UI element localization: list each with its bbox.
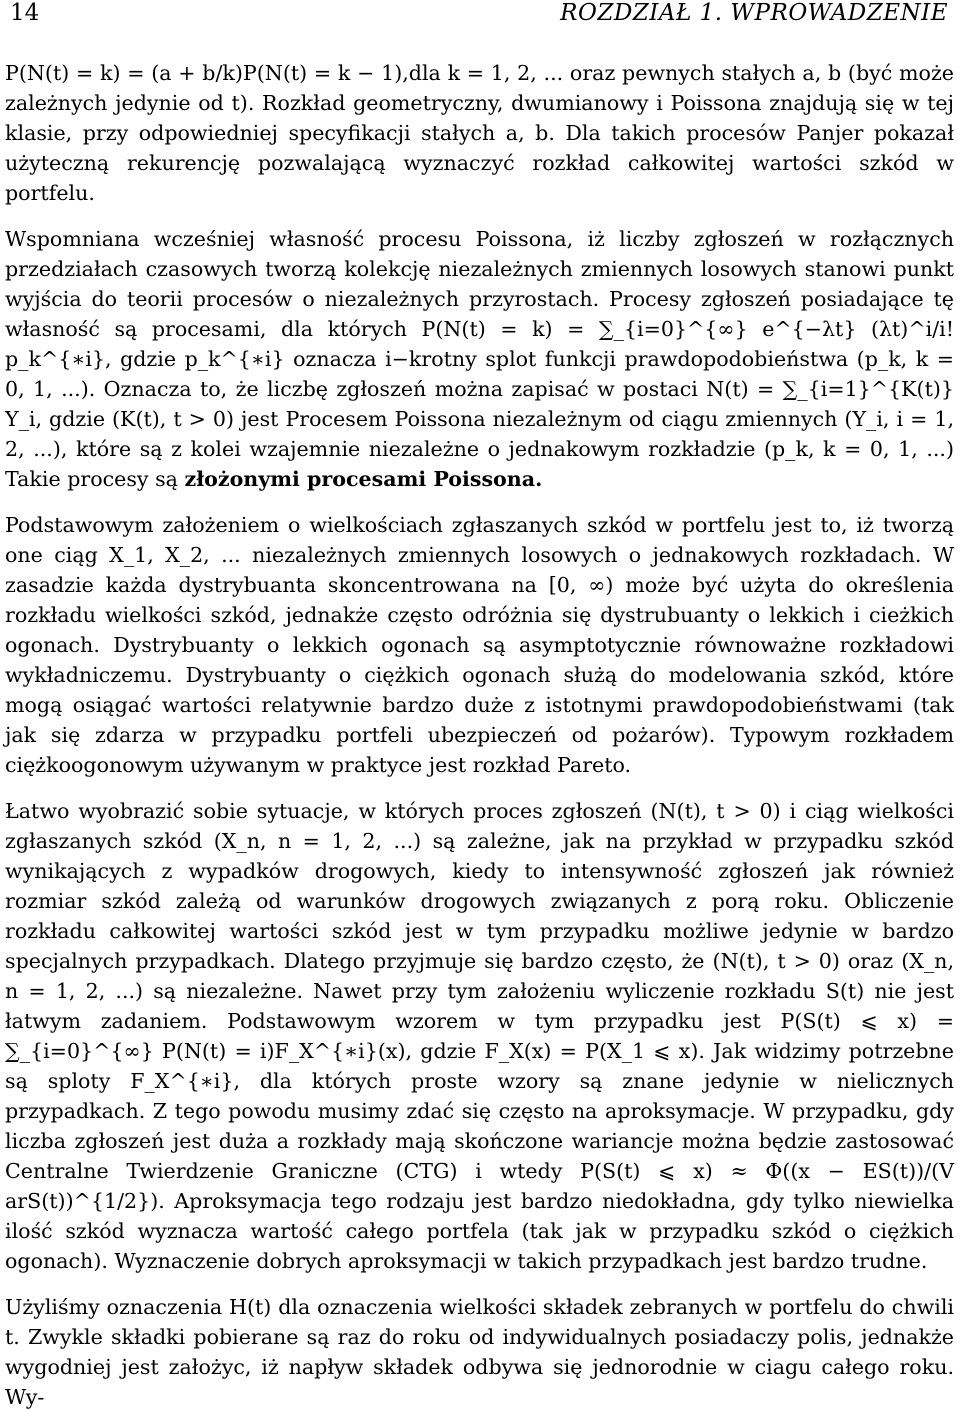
page-header xyxy=(5,0,954,30)
page-number: 14 xyxy=(10,0,40,26)
paragraph-5 xyxy=(5,1292,954,1412)
paragraph-text: Podstawowym założeniem o wielkościach zgłaszanych szkód w portfelu jest to, iż tworzą one ciąg X_1, X_2, ... niezależnych zmiennych losowych o jednakowych rozkładach. W zasadzie każda dystrybuanta skoncentrowana na [0, ∞) może być użyta do określenia rozkładu wielkości szkód, jednakże często odróżnia się dystrubuanty o lekkich i cieżkich ogonach. Dystrybuanty o lekkich ogonach są asymptotycznie równoważne rozkładowi wykładniczemu. Dystrybuanty o ciężkich ogonach służą do modelowania szkód, które mogą osiągać wartości relatywnie bardzo duże z istotnymi prawdopodobieństwami (tak jak się zdarza w przypadku portfeli ubezpieczeń od pożarów). Typowym rozkładem ciężkoogonowym używanym w praktyce jest rozkład Pareto. xyxy=(5,513,954,777)
body-text xyxy=(5,58,954,1412)
paragraph-2 xyxy=(5,224,954,494)
paragraph-text: Łatwo wyobrazić sobie sytuacje, w których proces zgłoszeń (N(t), t > 0) i ciąg wielkości zgłaszanych szkód (X_n, n = 1, 2, ...) są zależne, jak na przykład w przypadku szkód wynikających z wypadków drogowych, kiedy to intensywność zgłoszeń jak również rozmiar szkód zależą od warunków drogowych związanych z porą roku. Obliczenie rozkładu całkowitej wartości szkód jest w tym przypadku możliwe jedynie w bardzo specjalnych przypadkach. Dlatego przyjmuje się bardzo często, że (N(t), t > 0) oraz (X_n, n = 1, 2, ...) są niezależne. Nawet przy tym założeniu wyliczenie rozkładu S(t) nie jest łatwym zadaniem. Podstawowym wzorem w tym przypadku jest P(S(t) ⩽ x) = ∑_{i=0}^{∞} P(N(t) = i)F_X^{∗i}(x), gdzie F_X(x) = P(X_1 ⩽ x). Jak widzimy potrzebne są sploty F_X^{∗i}, dla których proste wzory są znane jedynie w nielicznych przypadkach. Z tego powodu musimy zdać się często na aproksymacje. W przypadku, gdy liczba zgłoszeń jest duża a rozkłady mają skończone wariancje można będzie zastosować Centralne Twierdzenie Graniczne (CTG) i wtedy P(S(t) ⩽ x) ≈ Φ((x − ES(t))/(V arS(t))^{1/2}). Aproksymacja tego rodzaju jest bardzo niedokładna, gdy tylko niewielka ilość szkód wyznacza wartość całego portfela (tak jak w przypadku szkód o ciężkich ogonach). Wyznaczenie dobrych aproksymacji w takich przypadkach jest bardzo trudne. xyxy=(5,799,954,1273)
paragraph-text: Użyliśmy oznaczenia H(t) dla oznaczenia wielkości składek zebranych w portfelu do chwili t. Zwykle składki pobierane są raz do roku od indywidualnych posiadaczy polis, jednakże wygodniej jest założyc, iż napływ składek odbywa się jednorodnie w ciagu całego roku. Wy- xyxy=(5,1295,954,1409)
paragraph-text: Wspomniana wcześniej własność procesu Poissona, iż liczby zgłoszeń w rozłącznych przedziałach czasowych tworzą kolekcję niezależnych zmiennych losowych stanowi punkt wyjścia do teorii procesów o niezależnych przyrostach. Procesy zgłoszeń posiadające tę własność są procesami, dla których P(N(t) = k) = ∑_{i=0}^{∞} e^{−λt} (λt)^i/i! p_k^{∗i}, gdzie p_k^{∗i} oznacza i−krotny splot funkcji prawdopodobieństwa (p_k, k = 0, 1, ...). Oznacza to, że liczbę zgłoszeń można zapisać w postaci N(t) = ∑_{i=1}^{K(t)} Y_i, gdzie (K(t), t > 0) jest Procesem Poissona niezależnym od ciągu zmiennych (Y_i, i = 1, 2, ...), które są z kolei wzajemnie niezależne o jednakowym rozkładzie (p_k, k = 0, 1, ...) Takie procesy są xyxy=(5,227,954,491)
paragraph-text: P(N(t) = k) = (a + b/k)P(N(t) = k − 1),dla k = 1, 2, ... oraz pewnych stałych a, b (być może zależnych jedynie od t). Rozkład geometryczny, dwumianowy i Poissona znajdują się w tej klasie, przy odpowiedniej specyfikacji stałych a, b. Dla takich procesów Panjer pokazał użyteczną rekurencję pozwalającą wyznaczyć rozkład całkowitej wartości szkód w portfelu. xyxy=(5,61,954,205)
paragraph-4 xyxy=(5,796,954,1276)
paragraph-3 xyxy=(5,510,954,780)
running-head: ROZDZIAŁ 1. WPROWADZENIE xyxy=(560,0,948,26)
paragraph-1 xyxy=(5,58,954,208)
bold-term: złożonymi procesami Poissona. xyxy=(184,467,543,491)
